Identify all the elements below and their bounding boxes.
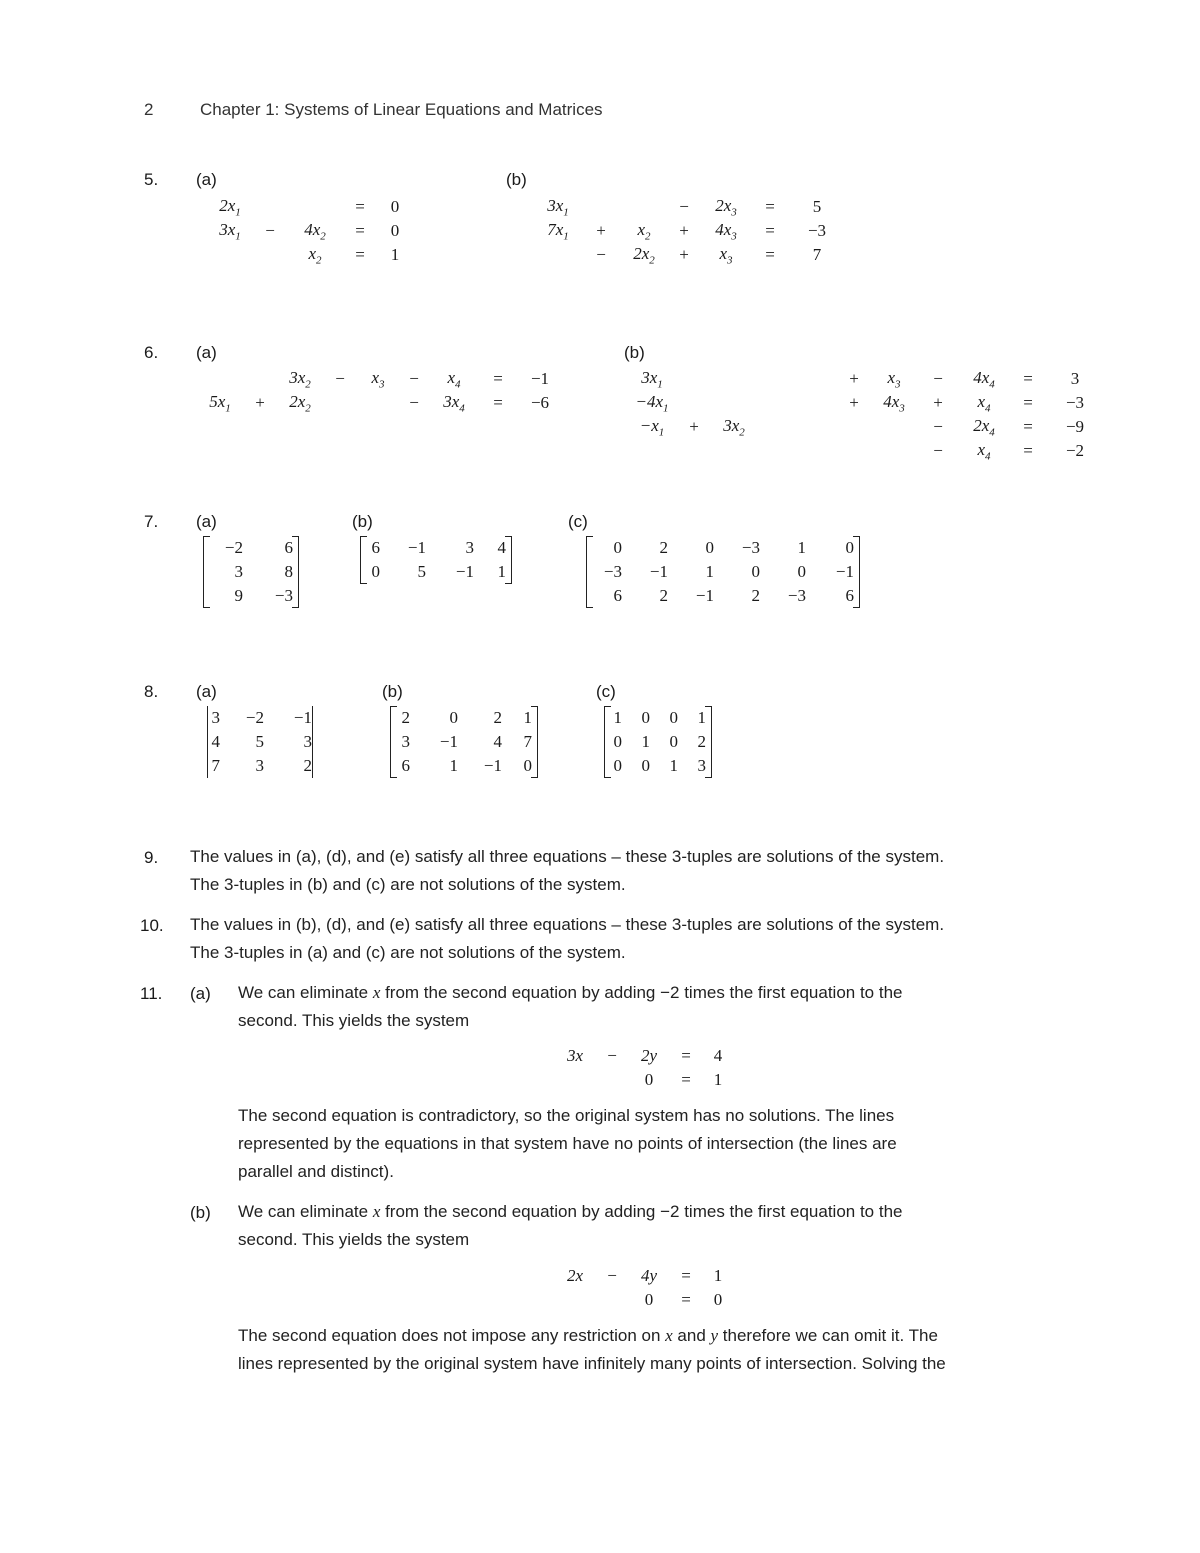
matrix bbox=[205, 536, 297, 608]
matrix-cell: −2 bbox=[224, 538, 243, 557]
part-label: (c) bbox=[568, 512, 588, 531]
matrix-cell: 1 bbox=[497, 562, 506, 581]
matrix-cell: 0 bbox=[797, 562, 806, 581]
part-label: (a) bbox=[196, 682, 217, 701]
text-line bbox=[238, 979, 903, 1007]
text-line: represented by the equations in that system have no points of intersection (the lines are bbox=[238, 1134, 897, 1153]
matrix-cell: −1 bbox=[649, 562, 668, 581]
matrix-cell: 5 bbox=[255, 732, 264, 751]
matrix-cell: 1 bbox=[797, 538, 806, 557]
matrix-cell: 0 bbox=[613, 756, 622, 775]
text-span: and bbox=[672, 1326, 711, 1345]
text-span: We can eliminate bbox=[238, 1202, 373, 1221]
matrix-cell: 6 bbox=[401, 756, 410, 775]
text-line: parallel and distinct). bbox=[238, 1162, 394, 1181]
part-label: (a) bbox=[190, 984, 211, 1003]
matrix-cell: 0 bbox=[845, 538, 854, 557]
matrix-cell: 6 bbox=[613, 586, 622, 605]
matrix bbox=[362, 536, 510, 584]
matrix-cell: −1 bbox=[455, 562, 474, 581]
matrix-cell: −3 bbox=[787, 586, 806, 605]
equation-system: $3x_1$ − $2x_3$ = 5 $7x_1$ + $x_2$ + $4x_3$ = −3 − $2x_2$ + $x_3$ = 7 bbox=[547, 195, 827, 267]
matrix-cell: 1 bbox=[697, 708, 706, 727]
part-label: (a) bbox=[196, 170, 217, 189]
problem-number: 6. bbox=[144, 343, 159, 362]
matrix-cell: 6 bbox=[284, 538, 293, 557]
matrix-cell: 3 bbox=[255, 756, 264, 775]
part-label: (b) bbox=[382, 682, 403, 701]
matrix bbox=[392, 706, 536, 778]
solution-text bbox=[190, 843, 944, 899]
text-line: lines represented by the original system have infinitely many points of intersection. Solving the bbox=[238, 1354, 946, 1373]
matrix-cell: 7 bbox=[211, 756, 220, 775]
text-line: The 3-tuples in (a) and (c) are not solutions of the system. bbox=[190, 943, 626, 962]
equation-system: $3x_2$ − $x_3$ − $x_4$ = −1 $5x_1$ + $2x_2$ − $3x_4$ = −6 bbox=[209, 367, 550, 415]
matrix-cell: −1 bbox=[407, 538, 426, 557]
text-span: therefore we can omit it. The bbox=[718, 1326, 938, 1345]
matrix-cell: −1 bbox=[835, 562, 854, 581]
solution-text bbox=[238, 979, 903, 1035]
part-label: (a) bbox=[196, 512, 217, 531]
problem-number: 11. bbox=[140, 984, 163, 1003]
part-label: (a) bbox=[196, 343, 217, 362]
problem-number: 5. bbox=[144, 170, 159, 189]
matrix-cell: 0 bbox=[613, 732, 622, 751]
problem-number: 9. bbox=[144, 848, 159, 867]
math-var: x bbox=[372, 1202, 381, 1221]
matrix-cell: 1 bbox=[669, 756, 678, 775]
math-var: x bbox=[665, 1326, 673, 1345]
text-line: second. This yields the system bbox=[238, 1011, 470, 1030]
matrix-cell: 2 bbox=[303, 756, 312, 775]
matrix-cell: 7 bbox=[523, 732, 532, 751]
text-line: The values in (a), (d), and (e) satisfy all three equations – these 3-tuples are solutions of the system. bbox=[190, 847, 945, 866]
math-var: x bbox=[372, 983, 381, 1002]
equation-system: $2x_1$ = 0 $3x_1$ − $4x_2$ = 0 $x_2$ = 1 bbox=[219, 195, 400, 267]
text-span: The second equation does not impose any restriction on bbox=[238, 1326, 666, 1345]
matrix bbox=[207, 706, 313, 778]
problem-number: 8. bbox=[144, 682, 159, 701]
matrix-cell: 0 bbox=[751, 562, 760, 581]
page-number: 2 bbox=[144, 100, 154, 119]
text-line: The 3-tuples in (b) and (c) are not solutions of the system. bbox=[190, 875, 626, 894]
matrix-cell: −1 bbox=[695, 586, 714, 605]
matrix-cell: 3 bbox=[303, 732, 312, 751]
matrix-cell: −1 bbox=[293, 708, 312, 727]
text-line bbox=[238, 1322, 946, 1350]
matrix-cell: 4 bbox=[211, 732, 220, 751]
problem-number: 10. bbox=[140, 916, 164, 935]
text-line bbox=[238, 1198, 903, 1226]
matrix-cell: 2 bbox=[659, 538, 668, 557]
matrix-cell: 5 bbox=[417, 562, 426, 581]
matrix-cell: 0 bbox=[641, 708, 650, 727]
matrix-cell: 1 bbox=[613, 708, 622, 727]
matrix bbox=[588, 536, 858, 608]
matrix-cell: 1 bbox=[705, 562, 714, 581]
chapter-title: Chapter 1: Systems of Linear Equations and Matrices bbox=[200, 100, 603, 119]
equation-system: 2x − 4y = 1 0 = 0 bbox=[566, 1266, 723, 1309]
solution-text bbox=[190, 911, 944, 967]
matrix-cell: 2 bbox=[697, 732, 706, 751]
matrix-cell: −3 bbox=[603, 562, 622, 581]
matrix-cell: 6 bbox=[371, 538, 380, 557]
matrix-cell: −1 bbox=[483, 756, 502, 775]
matrix-cell: −3 bbox=[274, 586, 293, 605]
matrix-cell: −3 bbox=[741, 538, 760, 557]
matrix-cell: 3 bbox=[234, 562, 243, 581]
text-span: from the second equation by adding −2 times the first equation to the bbox=[380, 1202, 903, 1221]
solution-text bbox=[238, 1102, 897, 1186]
problem-number: 7. bbox=[144, 512, 159, 531]
matrix-cell: 1 bbox=[523, 708, 532, 727]
matrix-cell: 4 bbox=[497, 538, 506, 557]
matrix-cell: 0 bbox=[669, 708, 678, 727]
part-label: (b) bbox=[190, 1203, 211, 1222]
matrix-cell: 3 bbox=[211, 708, 220, 727]
matrix-cell: 2 bbox=[659, 586, 668, 605]
part-label: (c) bbox=[596, 682, 616, 701]
text-span: We can eliminate bbox=[238, 983, 373, 1002]
solution-text bbox=[238, 1198, 903, 1254]
matrix-cell: 2 bbox=[751, 586, 760, 605]
matrix-cell: 0 bbox=[371, 562, 380, 581]
matrix-cell: 6 bbox=[845, 586, 854, 605]
math-var: y bbox=[710, 1326, 719, 1345]
text-span: from the second equation by adding −2 times the first equation to the bbox=[380, 983, 903, 1002]
matrix-cell: 0 bbox=[523, 756, 532, 775]
text-line: second. This yields the system bbox=[238, 1230, 470, 1249]
matrix-cell: 3 bbox=[465, 538, 474, 557]
part-label: (b) bbox=[352, 512, 373, 531]
part-label: (b) bbox=[624, 343, 645, 362]
matrix-cell: 3 bbox=[401, 732, 410, 751]
matrix-cell: 8 bbox=[284, 562, 293, 581]
part-label: (b) bbox=[506, 170, 527, 189]
text-line: The values in (b), (d), and (e) satisfy all three equations – these 3-tuples are solutions of the system. bbox=[190, 915, 945, 934]
matrix-cell: −2 bbox=[245, 708, 264, 727]
matrix-cell: 0 bbox=[449, 708, 458, 727]
solution-text bbox=[238, 1322, 946, 1378]
equation-system: 3x − 2y = 4 0 = 1 bbox=[566, 1046, 723, 1089]
matrix-cell: 0 bbox=[613, 538, 622, 557]
matrix-cell: 3 bbox=[697, 756, 706, 775]
matrix bbox=[606, 706, 710, 778]
matrix-cell: 0 bbox=[669, 732, 678, 751]
matrix-cell: −1 bbox=[439, 732, 458, 751]
text-line: The second equation is contradictory, so the original system has no solutions. The lines bbox=[238, 1106, 895, 1125]
matrix-cell: 0 bbox=[705, 538, 714, 557]
matrix-cell: 9 bbox=[234, 586, 243, 605]
matrix-cell: 1 bbox=[449, 756, 458, 775]
matrix-cell: 2 bbox=[493, 708, 502, 727]
matrix-cell: 1 bbox=[641, 732, 650, 751]
matrix-cell: 0 bbox=[641, 756, 650, 775]
matrix-cell: 4 bbox=[493, 732, 502, 751]
equation-system: $3x_1$ + $x_3$ − $4x_4$ = 3 $-4x_1$ + $4x_3$ + $x_4$ = −3 $-x_1$ + $3x_2$ − $2x_4$ = −9 − $x_4$ = −2 bbox=[635, 367, 1085, 463]
matrix-cell: 2 bbox=[401, 708, 410, 727]
